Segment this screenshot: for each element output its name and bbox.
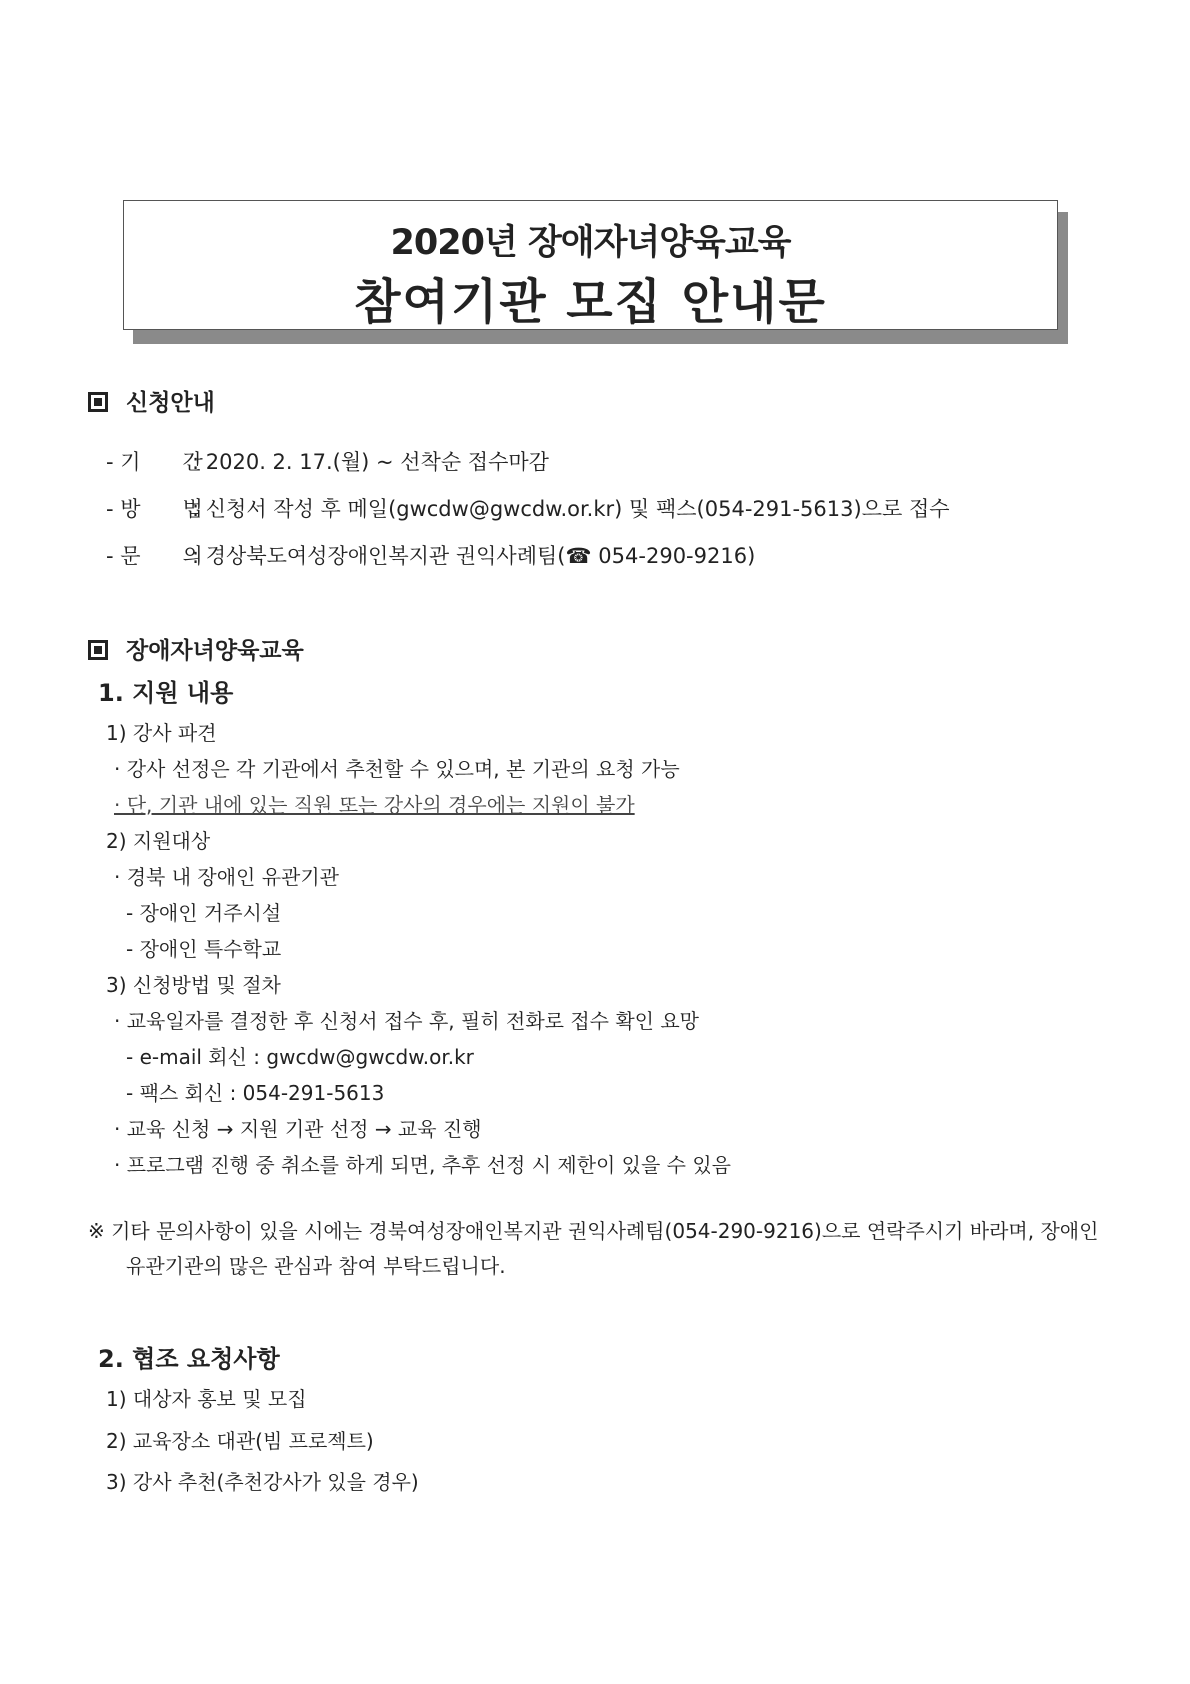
subsection-title-support: 1. 지원 내용: [98, 679, 234, 707]
list-item-underlined: · 단, 기관 내에 있는 직원 또는 강사의 경우에는 지원이 불가: [114, 793, 635, 817]
list-item: - 팩스 회신 : 054-291-5613: [126, 1081, 385, 1105]
section-heading-apply: [88, 384, 215, 417]
info-row-period: [106, 446, 549, 476]
info-value: : 2020. 2. 17.(월) ~ 선착순 접수마감: [192, 450, 549, 474]
info-label: - 방 법: [106, 497, 203, 521]
list-item: 2) 교육장소 대관(빔 프로젝트): [106, 1429, 374, 1453]
list-item: 3) 강사 추천(추천강사가 있을 경우): [106, 1470, 419, 1494]
section-heading-text: 신청안내: [126, 390, 215, 416]
list-item: - e-mail 회신 : gwcdw@gwcdw.or.kr: [126, 1045, 474, 1069]
square-bullet-icon: [88, 392, 108, 412]
note-line-2: 유관기관의 많은 관심과 참여 부탁드립니다.: [126, 1254, 506, 1278]
list-item: 2) 지원대상: [106, 829, 211, 853]
list-item: · 강사 선정은 각 기관에서 추천할 수 있으며, 본 기관의 요청 가능: [114, 757, 680, 781]
info-value: : 신청서 작성 후 메일(gwcdw@gwcdw.or.kr) 및 팩스(054-291-5613)으로 접수: [192, 497, 950, 521]
list-item: 1) 대상자 홍보 및 모집: [106, 1387, 307, 1411]
list-item: - 장애인 거주시설: [126, 901, 282, 925]
note-line-1: ※ 기타 문의사항이 있을 시에는 경북여성장애인복지관 권익사례팀(054-290-9216)으로 연락주시기 바라며, 장애인: [88, 1219, 1099, 1243]
list-item: · 프로그램 진행 중 취소를 하게 되면, 추후 선정 시 제한이 있을 수 있음: [114, 1153, 732, 1177]
list-item: 3) 신청방법 및 절차: [106, 973, 281, 997]
square-bullet-icon: [88, 640, 108, 660]
list-item: · 경북 내 장애인 유관기관: [114, 865, 339, 889]
subsection-title-cooperation: 2. 협조 요청사항: [98, 1345, 280, 1373]
list-item: 1) 강사 파견: [106, 721, 217, 745]
title-line-1: 2020년 장애자녀양육교육: [390, 223, 791, 263]
section-heading-text: 장애자녀양육교육: [126, 638, 304, 664]
info-value: : 경상북도여성장애인복지관 권익사례팀(☎ 054-290-9216): [192, 544, 756, 568]
list-item: · 교육일자를 결정한 후 신청서 접수 후, 필히 전화로 접수 확인 요망: [114, 1009, 699, 1033]
title-box: [123, 200, 1058, 330]
info-row-method: [106, 493, 950, 523]
list-item: - 장애인 특수학교: [126, 937, 282, 961]
info-row-inquiry: [106, 540, 755, 570]
info-label: - 기 간: [106, 450, 203, 474]
section-heading-education: [88, 632, 304, 665]
title-line-2: 참여기관 모집 안내문: [354, 274, 827, 330]
info-label: - 문 의: [106, 544, 203, 568]
list-item: · 교육 신청 → 지원 기관 선정 → 교육 진행: [114, 1117, 482, 1141]
